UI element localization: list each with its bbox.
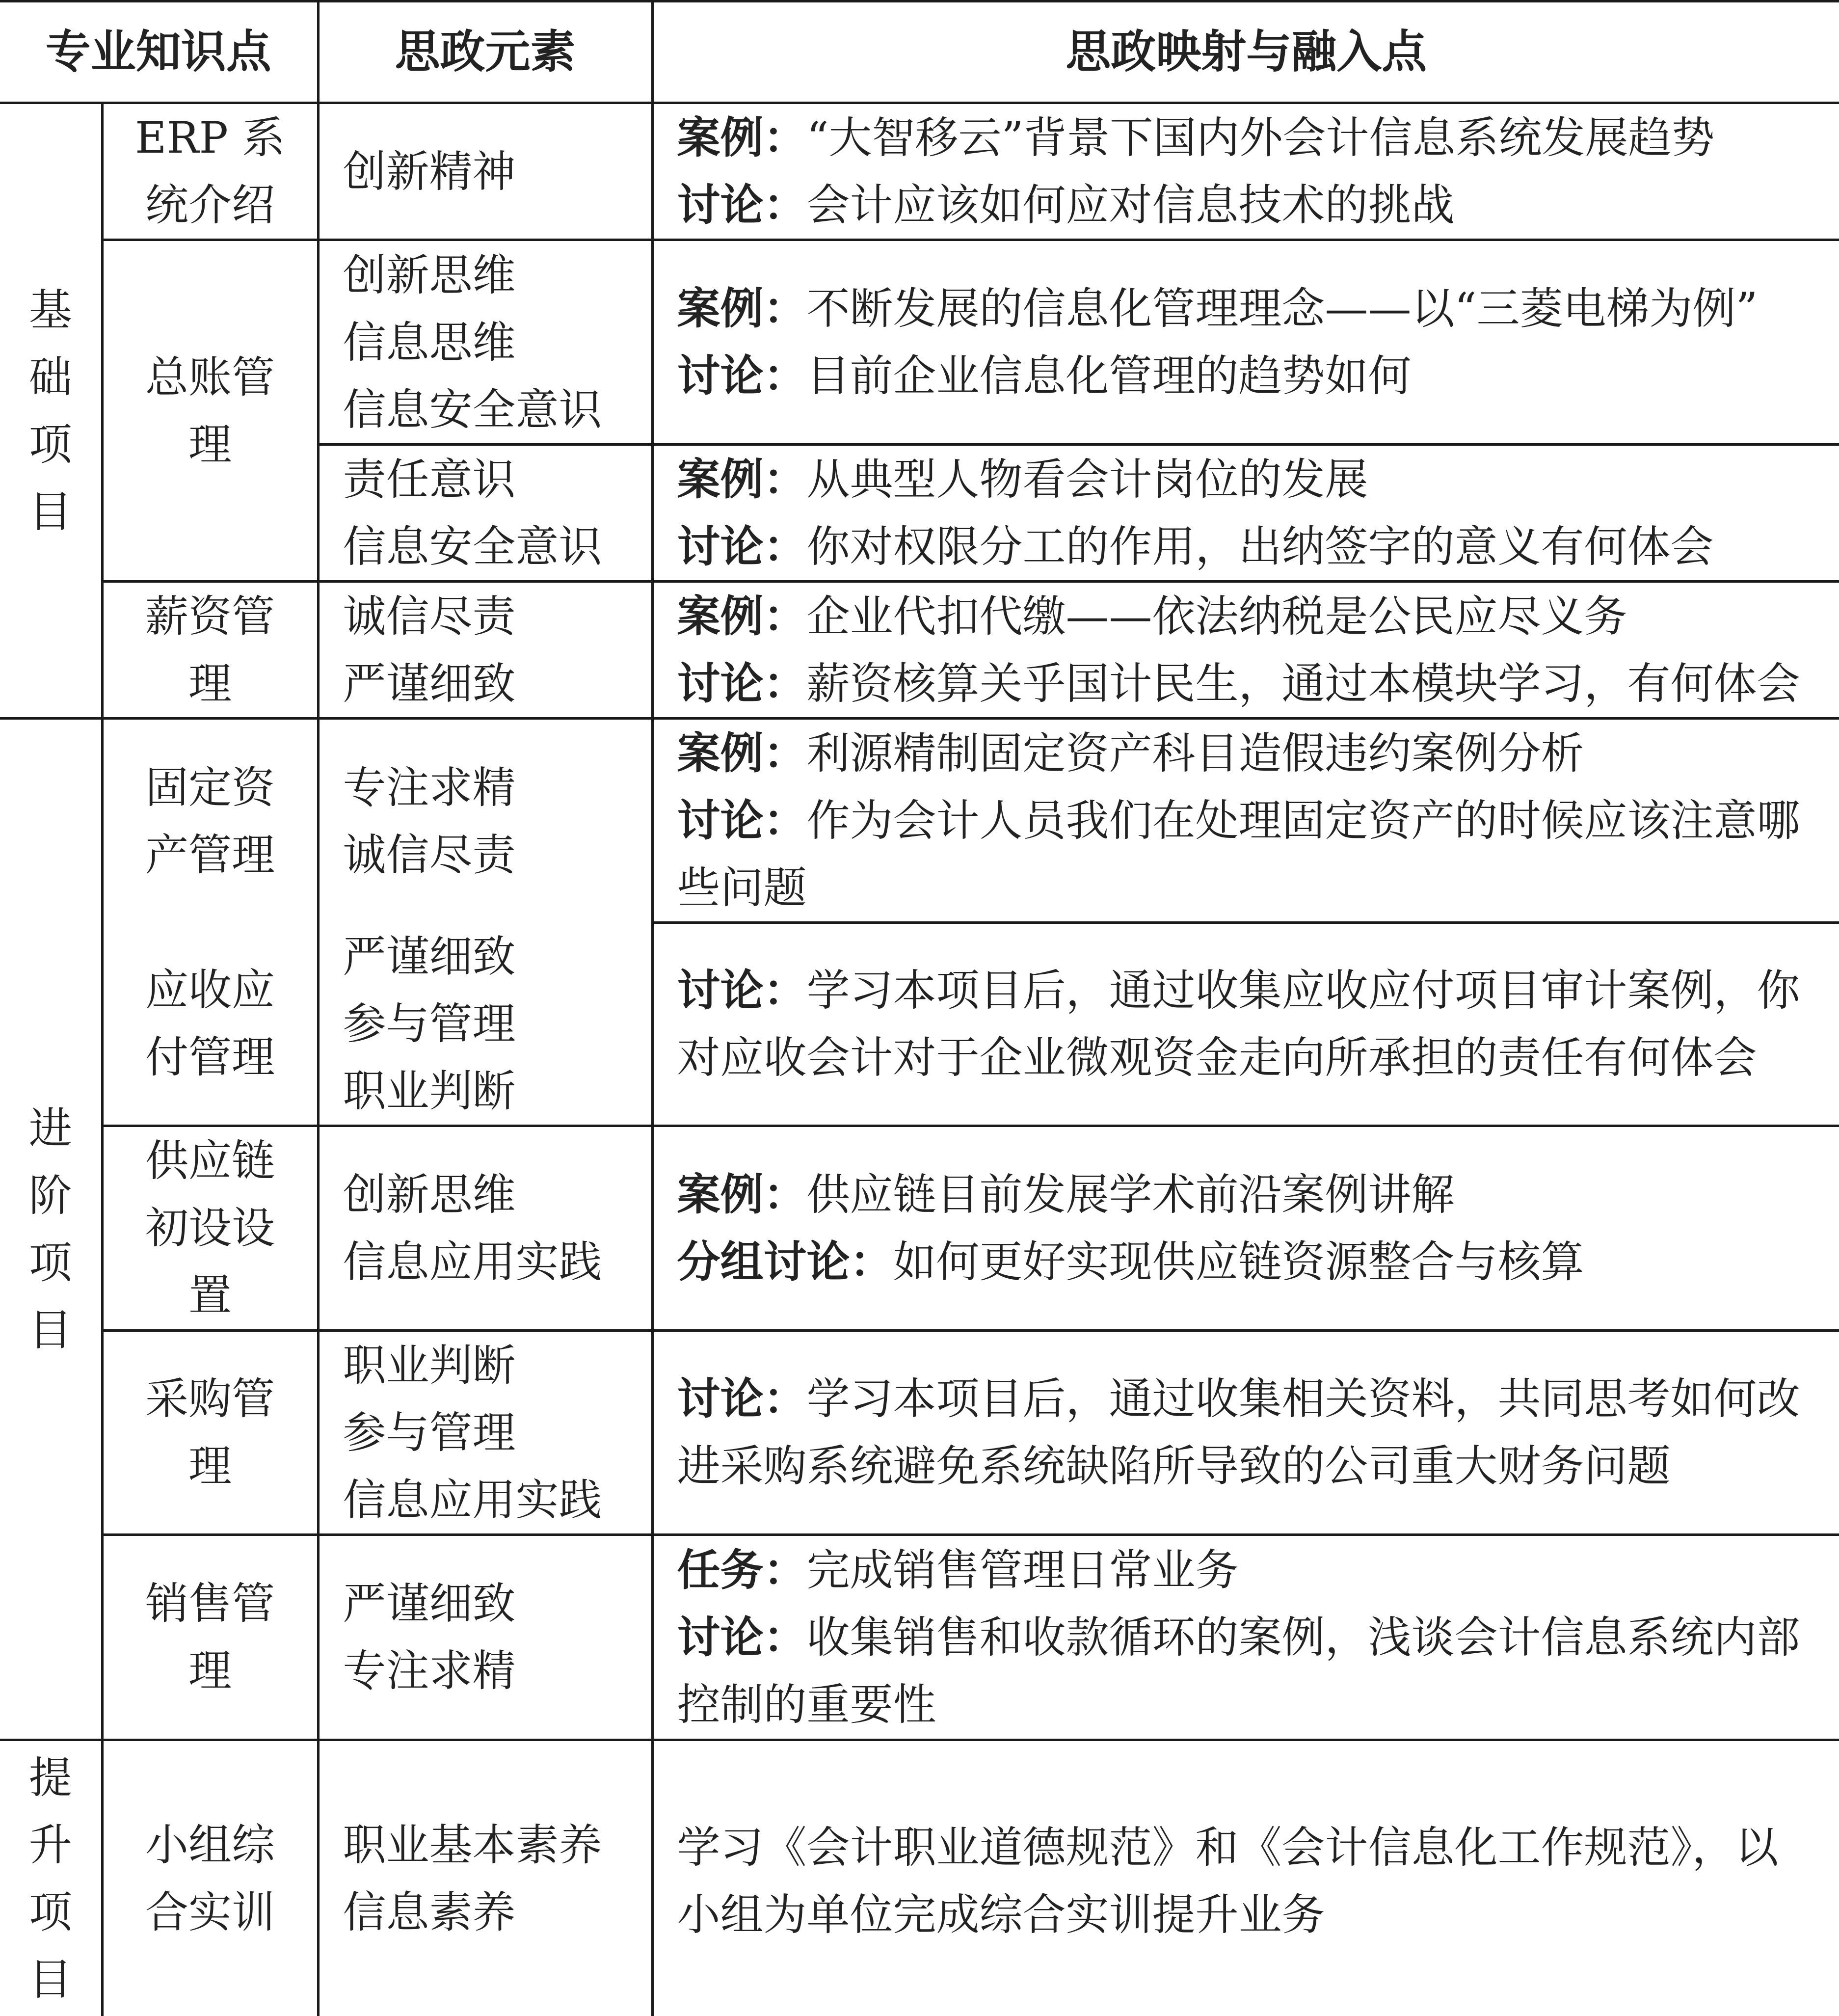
mapping-line: 讨论：学习本项目后，通过收集应收应付项目审计案例，你 [677, 965, 1800, 1016]
mapping-cell [652, 103, 1839, 240]
mapping-text: 如何更好实现供应链资源整合与核算 [893, 1236, 1584, 1287]
ideology-element: 诚信尽责 [343, 591, 516, 642]
mapping-text: 作为会计人员我们在处理固定资产的时候应该注意哪 [806, 795, 1800, 846]
mapping-text: 收集销售和收款循环的案例，浅谈会计信息系统内部 [806, 1612, 1800, 1663]
knowledge-point: 应收应 付管理 [102, 923, 318, 1126]
mapping-line: 讨论：目前企业信息化管理的趋势如何 [677, 350, 1412, 401]
mapping-line: 案例：企业代扣代缴——依法纳税是公民应尽义务 [677, 591, 1627, 642]
knowledge-point: 薪资管 理 [102, 582, 318, 719]
ideology-element: 创新思维 [343, 249, 516, 300]
ideology-element: 责任意识 [343, 454, 516, 505]
mapping-text-continued: 小组为单位完成综合实训提升业务 [677, 1889, 1325, 1940]
knowledge-point: 供应链 初设设 置 [102, 1126, 318, 1330]
ideology-element: 严谨细致 [343, 931, 516, 982]
ideology-element: 信息安全意识 [343, 521, 602, 572]
table-row [0, 1534, 1839, 1740]
mapping-text: 从典型人物看会计岗位的发展 [806, 454, 1368, 505]
ideology-element: 信息思维 [343, 317, 516, 368]
ideology-elements [318, 1740, 652, 2016]
mapping-label: 讨论 [677, 1612, 764, 1663]
header-mapping: 思政映射与融入点 [652, 1, 1839, 103]
ideology-elements [318, 1330, 652, 1534]
mapping-label: 讨论 [677, 965, 764, 1016]
mapping-text: 学习本项目后，通过收集相关资料，共同思考如何改 [806, 1373, 1800, 1424]
mapping-line: 讨论：会计应该如何应对信息技术的挑战 [677, 180, 1455, 230]
ideology-elements [318, 1534, 652, 1740]
mapping-text: 会计应该如何应对信息技术的挑战 [806, 180, 1455, 230]
mapping-label: 案例 [677, 591, 764, 642]
header-ideology-element: 思政元素 [318, 1, 652, 103]
ideology-element: 创新精神 [343, 146, 516, 197]
mapping-label: 讨论 [677, 658, 764, 709]
ideology-elements [318, 719, 652, 923]
header-row [0, 1, 1839, 103]
ideology-element: 职业判断 [343, 1065, 516, 1116]
mapping-line: 案例：供应链目前发展学术前沿案例讲解 [677, 1169, 1455, 1220]
ideology-element: 职业基本素养 [343, 1819, 602, 1870]
mapping-text: 企业代扣代缴——依法纳税是公民应尽义务 [806, 591, 1627, 642]
mapping-label: 讨论 [677, 350, 764, 401]
table-row [0, 582, 1839, 719]
mapping-text: 薪资核算关乎国计民生，通过本模块学习，有何体会 [806, 658, 1800, 709]
mapping-cell [652, 923, 1839, 1126]
ideology-element: 参与管理 [343, 998, 516, 1049]
mapping-line: 讨论：收集销售和收款循环的案例，浅谈会计信息系统内部 [677, 1612, 1800, 1663]
mapping-label: 任务 [677, 1544, 764, 1595]
mapping-text: “大智移云”背景下国内外会计信息系统发展趋势 [806, 112, 1715, 163]
ideology-element: 诚信尽责 [343, 829, 516, 880]
mapping-text-continued: 些问题 [677, 862, 807, 913]
ideology-element: 职业判断 [343, 1340, 516, 1391]
mapping-line: 分组讨论：如何更好实现供应链资源整合与核算 [677, 1236, 1584, 1287]
mapping-cell [652, 1126, 1839, 1330]
table-row [0, 719, 1839, 923]
mapping-text: 你对权限分工的作用，出纳签字的意义有何体会 [806, 521, 1714, 572]
mapping-line: 案例：“大智移云”背景下国内外会计信息系统发展趋势 [677, 112, 1715, 163]
mapping-line [677, 1814, 1820, 1881]
ideology-element: 信息应用实践 [343, 1236, 602, 1287]
table-row [0, 1126, 1839, 1330]
ideology-element: 严谨细致 [343, 658, 516, 709]
ideology-element: 专注求精 [343, 1645, 516, 1696]
mapping-label: 案例 [677, 283, 764, 334]
ideology-element: 信息应用实践 [343, 1474, 602, 1525]
mapping-line: 案例：不断发展的信息化管理理念——以“三菱电梯为例” [677, 283, 1758, 334]
mapping-text: 学习本项目后，通过收集应收应付项目审计案例，你 [806, 965, 1800, 1016]
category-advanced: 进 阶 项 目 [0, 719, 102, 1740]
mapping-cell [652, 1534, 1839, 1740]
mapping-cell [652, 1330, 1839, 1534]
ideology-element: 严谨细致 [343, 1578, 516, 1629]
knowledge-point: 销售管 理 [102, 1534, 318, 1740]
knowledge-point: 小组综 合实训 [102, 1740, 318, 2016]
category-enhance: 提 升 项 目 [0, 1740, 102, 2016]
mapping-text: 学习《会计职业道德规范》和《会计信息化工作规范》，以 [677, 1822, 1779, 1873]
mapping-label: 讨论 [677, 795, 764, 846]
mapping-line: 讨论：学习本项目后，通过收集相关资料，共同思考如何改 [677, 1373, 1800, 1424]
mapping-text-continued: 进采购系统避免系统缺陷所导致的公司重大财务问题 [677, 1441, 1671, 1491]
mapping-text-continued: 对应收会计对于企业微观资金走向所承担的责任有何体会 [677, 1032, 1757, 1083]
ideology-elements [318, 1126, 652, 1330]
header-knowledge-point: 专业知识点 [0, 1, 318, 103]
table-row [0, 240, 1839, 445]
knowledge-point: 采购管 理 [102, 1330, 318, 1534]
mapping-line: 案例：利源精制固定资产科目造假违约案例分析 [677, 728, 1584, 779]
mapping-label: 讨论 [677, 521, 764, 572]
mapping-cell [652, 1740, 1839, 2016]
ideology-elements [318, 103, 652, 240]
table-row [0, 1330, 1839, 1534]
mapping-cell [652, 719, 1839, 923]
category-basic: 基 础 项 目 [0, 103, 102, 719]
knowledge-point: 固定资 产管理 [102, 719, 318, 923]
knowledge-point: ERP 系 统介绍 [102, 103, 318, 240]
mapping-label: 案例 [677, 728, 764, 779]
mapping-label: 分组讨论 [677, 1236, 850, 1287]
ideology-element: 参与管理 [343, 1407, 516, 1458]
mapping-cell [652, 582, 1839, 719]
mapping-line: 任务：完成销售管理日常业务 [677, 1544, 1239, 1595]
mapping-line: 讨论：薪资核算关乎国计民生，通过本模块学习，有何体会 [677, 658, 1800, 709]
table-row [0, 103, 1839, 240]
mapping-text: 目前企业信息化管理的趋势如何 [806, 350, 1412, 401]
knowledge-point: 总账管 理 [102, 240, 318, 582]
mapping-line: 讨论：作为会计人员我们在处理固定资产的时候应该注意哪 [677, 795, 1800, 846]
ideology-element: 专注求精 [343, 762, 516, 813]
table-row [0, 923, 1839, 1126]
mapping-text: 不断发展的信息化管理理念——以“三菱电梯为例” [806, 283, 1758, 334]
ideology-elements [318, 445, 652, 582]
mapping-text: 完成销售管理日常业务 [806, 1544, 1239, 1595]
table-row [0, 1740, 1839, 2016]
mapping-text: 供应链目前发展学术前沿案例讲解 [806, 1169, 1455, 1220]
ideology-element: 创新思维 [343, 1169, 516, 1220]
mapping-label: 案例 [677, 112, 764, 163]
ideology-element: 信息安全意识 [343, 384, 602, 435]
mapping-text-continued: 控制的重要性 [677, 1679, 936, 1730]
mapping-label: 案例 [677, 454, 764, 505]
mapping-label: 讨论 [677, 180, 764, 230]
ideology-element: 信息素养 [343, 1886, 516, 1937]
mapping-line: 案例：从典型人物看会计岗位的发展 [677, 454, 1368, 505]
mapping-cell [652, 240, 1839, 445]
mapping-label: 讨论 [677, 1373, 764, 1424]
mapping-text: 利源精制固定资产科目造假违约案例分析 [806, 728, 1584, 779]
ideology-elements [318, 923, 652, 1126]
mapping-line: 讨论：你对权限分工的作用，出纳签字的意义有何体会 [677, 521, 1714, 572]
mapping-cell [652, 445, 1839, 582]
mapping-label: 案例 [677, 1169, 764, 1220]
ideology-elements [318, 582, 652, 719]
ideology-elements [318, 240, 652, 445]
